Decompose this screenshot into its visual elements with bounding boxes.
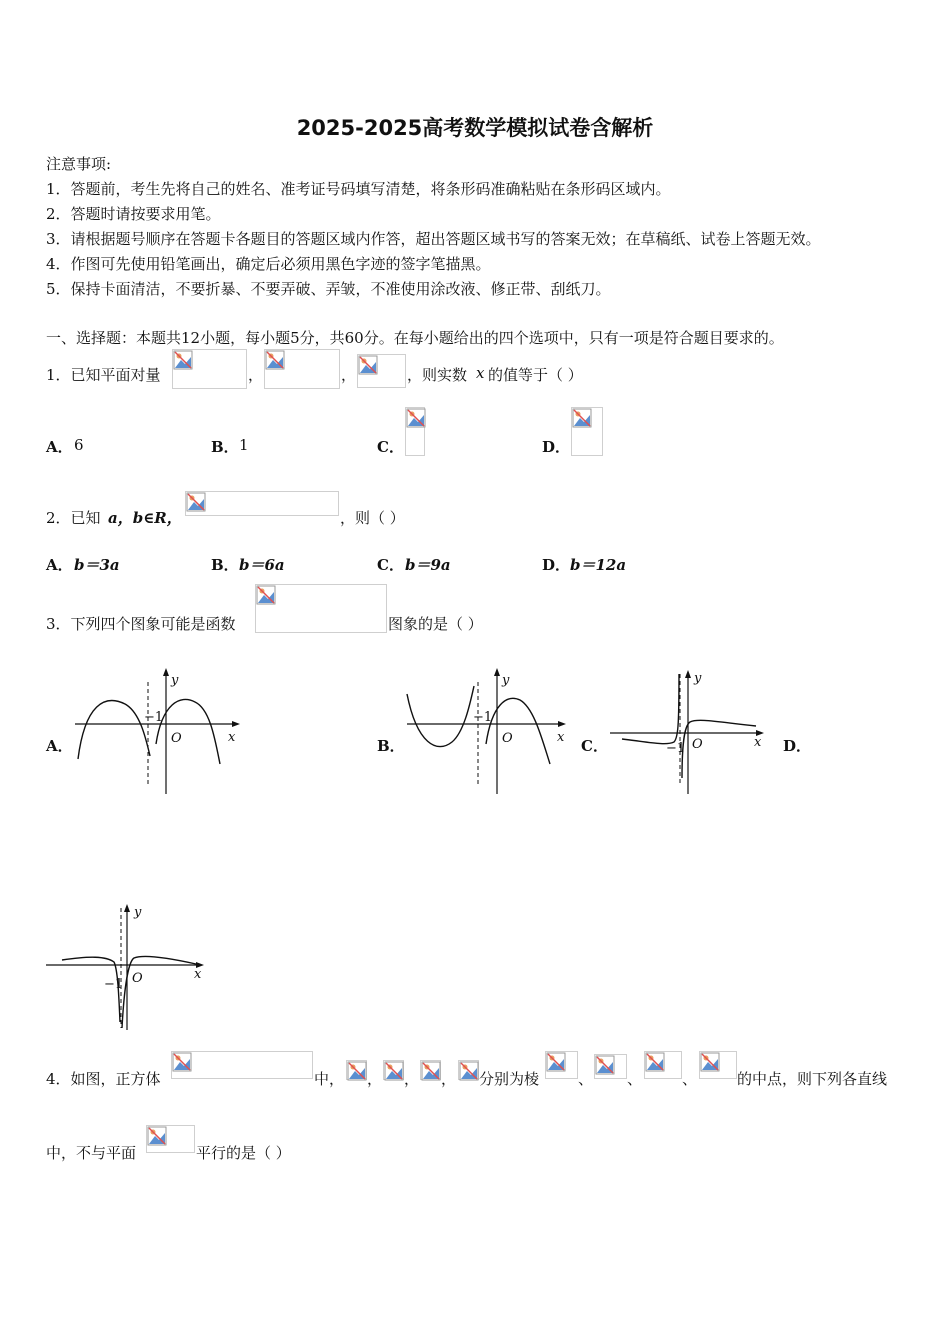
graph-option-b bbox=[402, 664, 582, 796]
graph-origin-label: O bbox=[132, 971, 143, 986]
q4-dun: 、 bbox=[682, 1070, 698, 1088]
note-item: 1．答题前，考生先将自己的姓名、准考证号码填写清楚，将条形码准确粘贴在条形码区域内。 bbox=[46, 180, 671, 198]
q1-comma: ， bbox=[248, 366, 264, 384]
graph-y-label: y bbox=[694, 671, 702, 686]
q1-suffix-b: 的值等于（ ） bbox=[488, 366, 583, 384]
q4-sep: ， bbox=[404, 1070, 420, 1088]
formula-image-icon bbox=[420, 1060, 441, 1080]
q1-prefix: 1．已知平面对量 bbox=[46, 366, 161, 384]
graph-minus-one-label: −1 bbox=[144, 710, 164, 725]
graph-origin-label: O bbox=[692, 737, 703, 752]
graph-x-label: x bbox=[228, 730, 236, 745]
formula-image-icon bbox=[644, 1051, 682, 1079]
graph-x-label: x bbox=[754, 735, 762, 750]
q3-option-b-letter[interactable]: B． bbox=[377, 737, 405, 755]
q2-option-b-letter[interactable]: B． bbox=[211, 556, 239, 574]
q1-option-b-letter[interactable]: B． bbox=[211, 438, 239, 456]
q4-mid1: 中， bbox=[314, 1070, 345, 1088]
q1-option-a-letter[interactable]: A． bbox=[46, 438, 73, 456]
note-item: 5．保持卡面清洁，不要折暴、不要弄破、弄皱，不准使用涂改液、修正带、刮纸刀。 bbox=[46, 280, 611, 298]
q2-option-d-letter[interactable]: D． bbox=[542, 556, 571, 574]
q3-prefix: 3．下列四个图象可能是函数 bbox=[46, 615, 236, 633]
formula-image-icon bbox=[171, 1051, 313, 1079]
graph-origin-label: O bbox=[171, 731, 182, 746]
graph-minus-one-label: −1 bbox=[104, 977, 124, 992]
graph-x-label: x bbox=[557, 730, 565, 745]
formula-image-icon bbox=[383, 1060, 404, 1080]
q4-suffix: 的中点，则下列各直线 bbox=[737, 1070, 888, 1088]
graph-y-label: y bbox=[171, 673, 179, 688]
note-item: 3．请根据题号顺序在答题卡各题目的答题区域内作答，超出答题区域书写的答案无效；在草稿纸、试卷上答题无效。 bbox=[46, 230, 821, 248]
q4-line2-prefix: 中，不与平面 bbox=[46, 1144, 137, 1162]
notes-heading: 注意事项: bbox=[46, 155, 112, 173]
graph-option-c bbox=[608, 666, 768, 796]
q2-option-a-text: b＝3a bbox=[74, 556, 120, 574]
graph-minus-one-label: −1 bbox=[473, 710, 493, 725]
q3-suffix: 图象的是（ ） bbox=[388, 615, 483, 633]
q2-vars: a，b∈R， bbox=[108, 509, 182, 527]
section-heading: 一、选择题：本题共12小题，每小题5分，共60分。在每小题给出的四个选项中，只有一项是符合题目要求的。 bbox=[46, 329, 784, 347]
note-item: 4．作图可先使用铅笔画出，确定后必须用黑色字迹的签字笔描黑。 bbox=[46, 255, 491, 273]
formula-image-icon bbox=[699, 1051, 737, 1079]
formula-image-icon bbox=[185, 491, 339, 516]
q1-var: x bbox=[476, 364, 485, 382]
page-title: 2025-2025高考数学模拟试卷含解析 bbox=[296, 116, 654, 140]
q1-option-a-text: 6 bbox=[74, 436, 84, 454]
formula-image-icon bbox=[594, 1054, 627, 1079]
formula-image-icon bbox=[346, 1060, 367, 1080]
graph-minus-one-label: −1 bbox=[666, 741, 686, 756]
q2-option-d-text: b＝12a bbox=[570, 556, 627, 574]
formula-image-icon bbox=[545, 1051, 578, 1079]
q4-line2-suffix: 平行的是（ ） bbox=[196, 1144, 291, 1162]
q4-dun: 、 bbox=[578, 1070, 594, 1088]
graph-y-label: y bbox=[134, 905, 142, 920]
graph-option-d bbox=[44, 900, 210, 1034]
formula-image-icon bbox=[405, 407, 425, 456]
q4-mid2: 分别为棱 bbox=[479, 1070, 540, 1088]
q2-prefix: 2．已知 bbox=[46, 509, 101, 527]
q3-option-c-letter[interactable]: C． bbox=[581, 737, 608, 755]
graph-y-label: y bbox=[502, 673, 510, 688]
q4-prefix: 4．如图，正方体 bbox=[46, 1070, 161, 1088]
q4-dun: 、 bbox=[627, 1070, 643, 1088]
q2-option-c-text: b＝9a bbox=[405, 556, 451, 574]
formula-image-icon bbox=[172, 349, 247, 389]
q3-option-a-letter[interactable]: A． bbox=[46, 737, 73, 755]
formula-image-icon bbox=[571, 407, 603, 456]
q1-suffix-a: ，则实数 bbox=[407, 366, 468, 384]
formula-image-icon bbox=[146, 1125, 195, 1153]
q2-option-a-letter[interactable]: A． bbox=[46, 556, 73, 574]
q1-option-b-text: 1 bbox=[239, 436, 249, 454]
formula-image-icon bbox=[357, 354, 406, 388]
graph-origin-label: O bbox=[502, 731, 513, 746]
formula-image-icon bbox=[458, 1060, 479, 1080]
q1-option-d-letter[interactable]: D． bbox=[542, 438, 571, 456]
note-item: 2．答题时请按要求用笔。 bbox=[46, 205, 221, 223]
formula-image-icon bbox=[255, 584, 387, 633]
graph-x-label: x bbox=[194, 967, 202, 982]
graph-option-a bbox=[70, 664, 250, 796]
q4-sep: ， bbox=[441, 1070, 457, 1088]
q3-option-d-letter[interactable]: D． bbox=[783, 737, 812, 755]
q1-comma: ， bbox=[341, 366, 357, 384]
formula-image-icon bbox=[264, 349, 340, 389]
q1-option-c-letter[interactable]: C． bbox=[377, 438, 404, 456]
q4-sep: ， bbox=[367, 1070, 383, 1088]
q2-option-c-letter[interactable]: C． bbox=[377, 556, 404, 574]
q2-option-b-text: b＝6a bbox=[239, 556, 285, 574]
q2-suffix: ，则（ ） bbox=[340, 509, 405, 527]
